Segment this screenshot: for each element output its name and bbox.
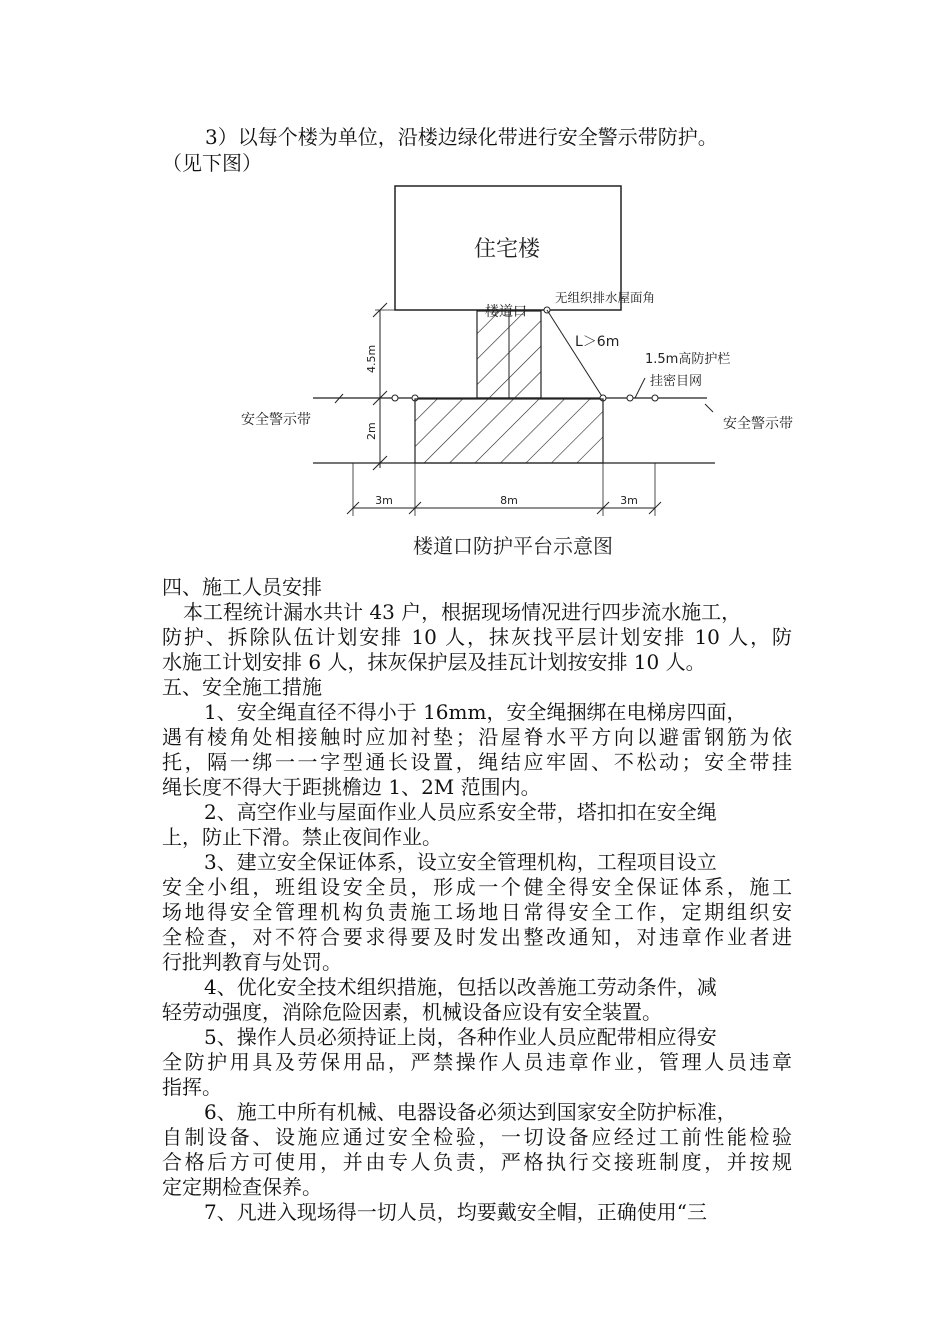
item1-line-1: 1、安全绳直径不得小于 16mm，安全绳捆绑在电梯房四面， [204, 700, 747, 724]
width-left-label: 3m [375, 494, 393, 507]
height-lower-label: 2m [365, 422, 378, 440]
item3-line-3: 场地得安全管理机构负责施工场地日常得安全工作，定期组织安 [162, 900, 792, 924]
railing-label: 1.5m高防护栏 [645, 352, 731, 367]
item3-line-1: 3、建立安全保证体系，设立安全管理机构，工程项目设立 [204, 850, 717, 874]
item6-line-3: 合格后方可使用，并由专人负责，严格执行交接班制度，并按规 [162, 1150, 792, 1174]
tape-right-label: 安全警示带 [723, 416, 793, 432]
item1-line-2: 遇有棱角处相接触时应加衬垫；沿屋脊水平方向以避雷钢筋为依 [162, 725, 792, 749]
item7-line-1: 7、凡进入现场得一切人员，均要戴安全帽，正确使用“三 [204, 1200, 707, 1224]
item2-line-1: 2、高空作业与屋面作业人员应系安全带，塔扣扣在安全绳 [204, 800, 717, 824]
distance-label: L＞6m [575, 334, 620, 350]
item6-line-4: 定定期检查保养。 [162, 1175, 322, 1199]
item3-line-5: 行批判教育与处罚。 [162, 950, 342, 974]
width-mid-label: 8m [500, 494, 518, 507]
intro-line-1: 3）以每个楼为单位，沿楼边绿化带进行安全警示带防护。 [205, 125, 718, 149]
tape-left-label: 安全警示带 [241, 412, 311, 428]
item5-line-3: 指挥。 [162, 1075, 222, 1099]
diagram-caption: 楼道口防护平台示意图 [413, 534, 613, 558]
item4-line-1: 4、优化安全技术组织措施，包括以改善施工劳动条件，减 [204, 975, 717, 999]
net-label: 挂密目网 [650, 374, 703, 389]
s4-line-1: 本工程统计漏水共计 43 户，根据现场情况进行四步流水施工， [183, 600, 742, 624]
item3-line-2: 安全小组，班组设安全员，形成一个健全得安全保证体系，施工 [162, 875, 792, 899]
item5-line-2: 全防护用具及劳保用品，严禁操作人员违章作业，管理人员违章 [162, 1050, 792, 1074]
height-upper-label: 4.5m [365, 344, 378, 373]
item2-line-2: 上，防止下滑。禁止夜间作业。 [162, 825, 442, 849]
section-4-heading: 四、施工人员安排 [162, 575, 322, 599]
item6-line-2: 自制设备、设施应通过安全检验，一切设备应经过工前性能检验 [162, 1125, 792, 1149]
item1-line-4: 绳长度不得大于距挑檐边 1、2M 范围内。 [162, 775, 541, 799]
item5-line-1: 5、操作人员必须持证上岗，各种作业人员应配带相应得安 [204, 1025, 717, 1049]
stair-label: 楼道口 [485, 304, 527, 320]
s4-line-2: 防护、拆除队伍计划安排 10 人，抹灰找平层计划安排 10 人，防 [162, 625, 792, 649]
roof-corner-label: 无组织排水屋面角 [555, 290, 656, 305]
protection-platform [415, 399, 603, 463]
building-label: 住宅楼 [473, 237, 541, 262]
section-5-heading: 五、安全施工措施 [162, 675, 322, 699]
item4-line-2: 轻劳动强度，消除危险因素，机械设备应设有安全装置。 [162, 1000, 662, 1024]
item3-line-4: 全检查，对不符合要求得要及时发出整改通知，对违章作业者进 [162, 925, 792, 949]
width-right-label: 3m [620, 494, 638, 507]
stairwell-protection-diagram [225, 178, 825, 578]
intro-line-2: （见下图） [162, 151, 262, 175]
item1-line-3: 托，隔一绑一一字型通长设置，绳结应牢固、不松动；安全带挂 [162, 750, 792, 774]
s4-line-3: 水施工计划安排 6 人，抹灰保护层及挂瓦计划按安排 10 人。 [162, 650, 706, 674]
item6-line-1: 6、施工中所有机械、电器设备必须达到国家安全防护标准， [204, 1100, 737, 1124]
